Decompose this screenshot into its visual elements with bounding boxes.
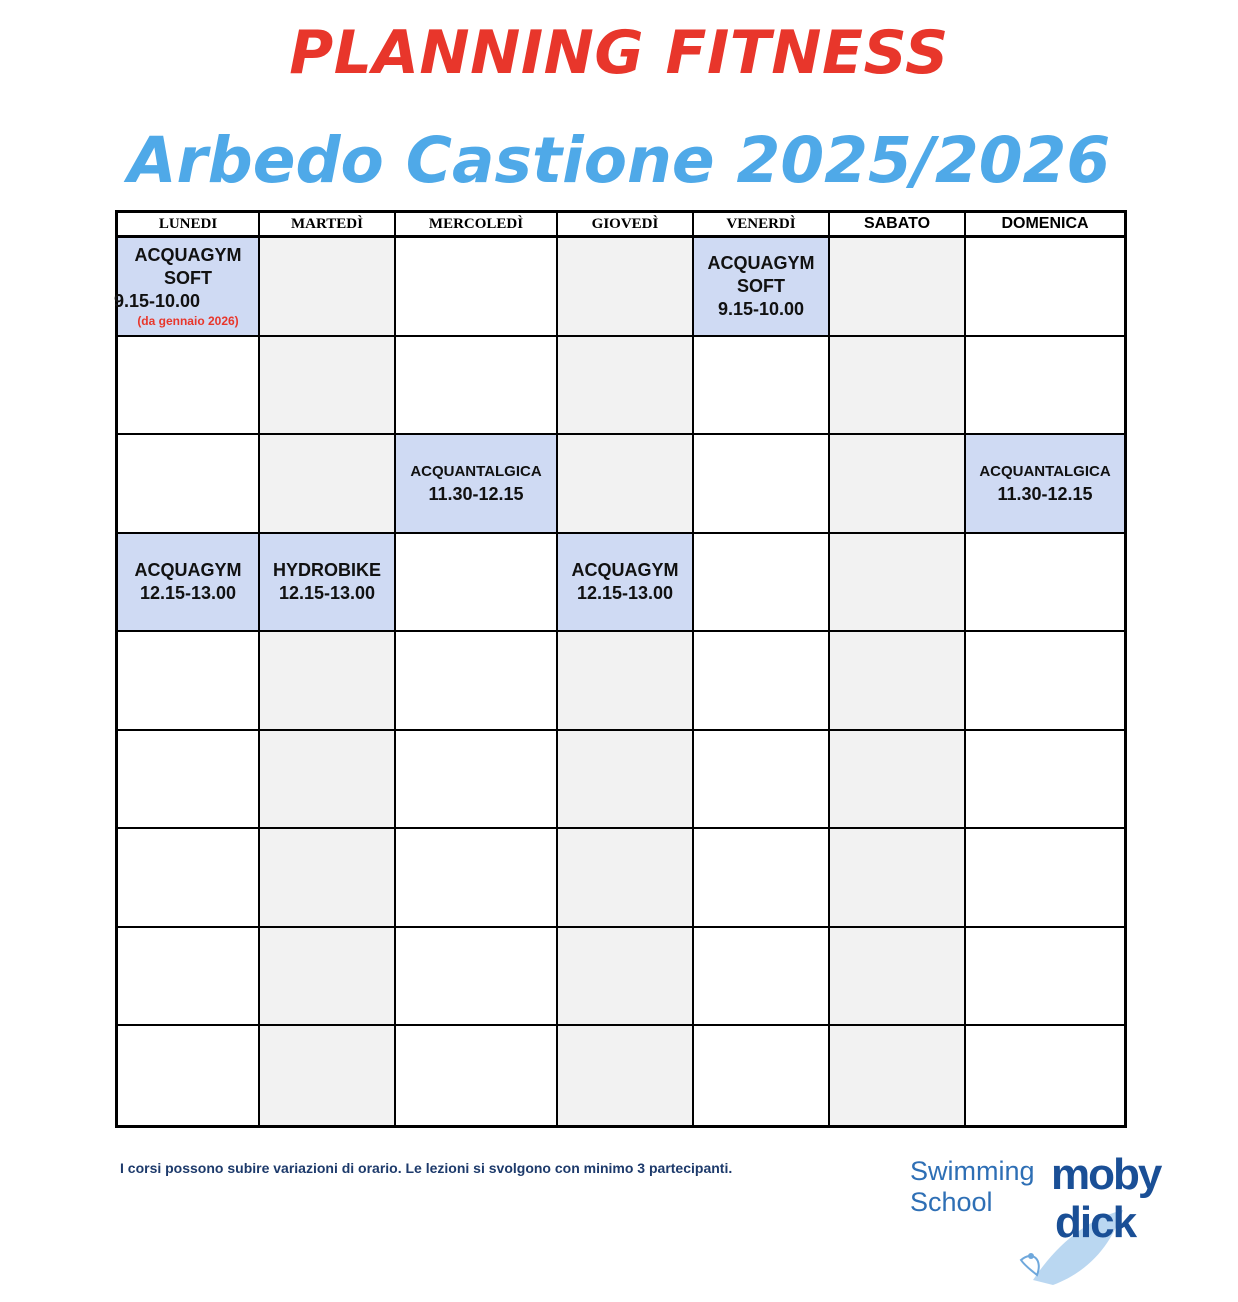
day-header-saturday: SABATO	[830, 213, 966, 238]
page-subtitle: Arbedo Castione 2025/2026	[127, 124, 1111, 197]
table-cell	[260, 337, 396, 436]
table-cell	[260, 928, 396, 1027]
event-cell	[260, 534, 396, 633]
event-cell	[118, 534, 260, 633]
table-cell	[558, 928, 694, 1027]
table-cell	[966, 928, 1124, 1027]
table-cell	[260, 731, 396, 830]
day-header-friday: VENERDÌ	[694, 213, 830, 238]
event-name: ACQUAGYM	[134, 559, 242, 580]
table-cell	[396, 632, 558, 731]
table-cell	[558, 1026, 694, 1125]
event-note: (da gennaio 2026)	[137, 313, 239, 328]
table-cell	[694, 632, 830, 731]
table-cell	[558, 632, 694, 731]
schedule-table	[115, 210, 1127, 1128]
logo-brand: dick	[1055, 1198, 1136, 1247]
event-time: 11.30-12.15	[997, 484, 1093, 505]
day-header-monday: LUNEDI	[118, 213, 260, 238]
event-name: ACQUAGYM	[134, 244, 242, 265]
table-cell	[830, 435, 966, 534]
event-time: 12.15-13.00	[278, 582, 376, 603]
event-cell	[558, 534, 694, 633]
table-cell	[694, 435, 830, 534]
event-name: ACQUANTALGICA	[979, 463, 1111, 481]
table-cell	[260, 238, 396, 337]
logo-text: Swimming School	[910, 1156, 1035, 1217]
table-cell	[966, 534, 1124, 633]
table-cell	[396, 1026, 558, 1125]
day-header-sunday: DOMENICA	[966, 213, 1124, 238]
event-time: 9.15-10.00	[717, 298, 805, 319]
table-cell	[118, 632, 260, 731]
table-cell	[396, 238, 558, 337]
event-cell	[966, 435, 1124, 534]
table-cell	[118, 928, 260, 1027]
event-name: HYDROBIKE	[272, 559, 381, 580]
table-cell	[118, 829, 260, 928]
event-name: ACQUAGYM	[571, 559, 679, 580]
table-cell	[260, 1026, 396, 1125]
table-cell	[830, 731, 966, 830]
table-cell	[260, 435, 396, 534]
table-cell	[260, 829, 396, 928]
table-cell	[694, 337, 830, 436]
table-cell	[694, 829, 830, 928]
event-cell	[396, 435, 558, 534]
table-cell	[830, 238, 966, 337]
event-time: 11.30-12.15	[428, 484, 524, 505]
table-cell	[830, 928, 966, 1027]
table-cell	[396, 534, 558, 633]
table-cell	[118, 1026, 260, 1125]
event-cell	[694, 238, 830, 337]
table-cell	[396, 928, 558, 1027]
table-cell	[966, 632, 1124, 731]
table-cell	[694, 1026, 830, 1125]
table-cell	[118, 731, 260, 830]
table-cell	[966, 731, 1124, 830]
moby-dick-logo	[905, 1150, 1161, 1290]
logo-brand: moby	[1051, 1150, 1161, 1199]
table-cell	[118, 435, 260, 534]
footer-note: I corsi possono subire variazioni di orario. Le lezioni si svolgono con minimo 3 partecipanti.	[120, 1160, 733, 1176]
table-cell	[830, 534, 966, 633]
table-cell	[558, 731, 694, 830]
table-cell	[396, 829, 558, 928]
table-cell	[966, 1026, 1124, 1125]
page-title: PLANNING FITNESS	[289, 18, 949, 88]
event-time: 12.15-13.00	[576, 582, 674, 603]
table-cell	[558, 238, 694, 337]
event-name: ACQUANTALGICA	[410, 463, 542, 481]
event-name: SOFT	[164, 267, 212, 288]
event-time: 9.15-10.00	[114, 290, 201, 311]
table-cell	[966, 829, 1124, 928]
event-name: SOFT	[737, 275, 785, 296]
table-cell	[396, 731, 558, 830]
event-name: ACQUAGYM	[707, 252, 815, 273]
day-header-tuesday: MARTEDÌ	[260, 213, 396, 238]
table-cell	[694, 534, 830, 633]
table-cell	[558, 435, 694, 534]
table-cell	[830, 1026, 966, 1125]
table-cell	[694, 731, 830, 830]
table-cell	[830, 829, 966, 928]
table-cell	[694, 928, 830, 1027]
table-cell	[966, 238, 1124, 337]
table-cell	[118, 337, 260, 436]
event-time: 12.15-13.00	[139, 582, 237, 603]
table-cell	[558, 337, 694, 436]
table-cell	[260, 632, 396, 731]
day-header-thursday: GIOVEDÌ	[558, 213, 694, 238]
table-cell	[830, 337, 966, 436]
table-cell	[558, 829, 694, 928]
event-cell	[114, 238, 260, 337]
day-header-wednesday: MERCOLEDÌ	[396, 213, 558, 238]
table-cell	[396, 337, 558, 436]
table-cell	[830, 632, 966, 731]
table-cell	[966, 337, 1124, 436]
